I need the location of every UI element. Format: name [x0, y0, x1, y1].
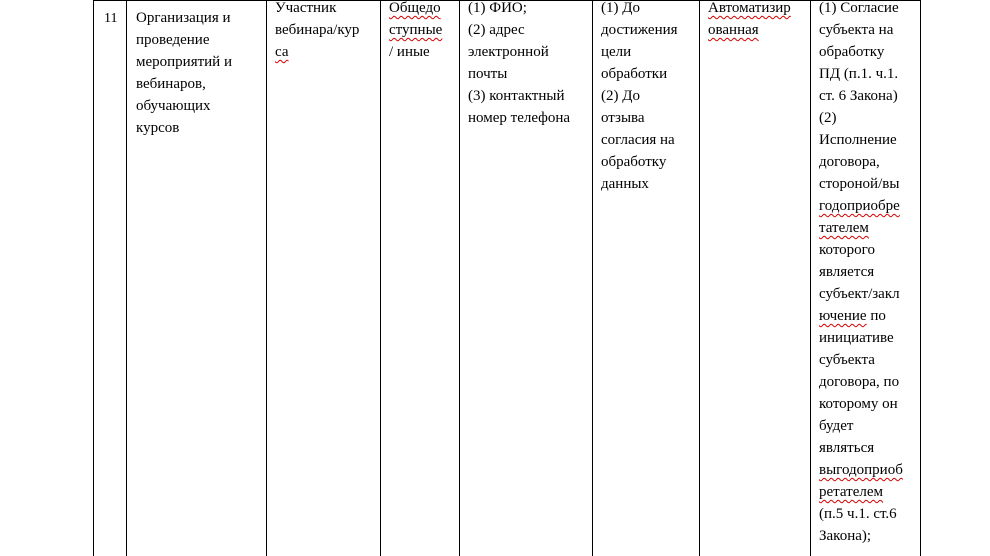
cell-text: Исполнение	[819, 132, 897, 148]
cell-line	[819, 41, 919, 63]
cell-line	[819, 327, 919, 349]
cell-line	[819, 0, 919, 19]
column-divider	[266, 0, 267, 556]
cell-line	[389, 0, 453, 19]
cell-line: вебинаров,	[136, 76, 206, 92]
cell-line: проведение	[136, 32, 210, 48]
cell-text: Автоматизир	[708, 0, 791, 16]
cell-line	[275, 19, 375, 41]
cell-line: (3) контактный	[468, 88, 565, 104]
column-divider	[699, 0, 700, 556]
cell-line: обработки	[601, 66, 668, 82]
cell-text: по	[870, 308, 886, 324]
cell-line	[819, 217, 919, 239]
cell-line: данных	[601, 176, 649, 192]
cell-text: являться	[819, 440, 875, 456]
cell-line	[389, 19, 453, 41]
cell-text: субъект/закл	[819, 286, 900, 302]
data-list-cell	[468, 0, 588, 129]
cell-text: ретателем	[819, 484, 884, 500]
column-divider	[459, 0, 460, 556]
cell-line: цели	[601, 44, 632, 60]
cell-line	[819, 503, 919, 525]
cell-line: почты	[468, 66, 508, 82]
cell-text: договора,	[819, 154, 880, 170]
cell-line: Организация и	[136, 10, 231, 26]
cell-line	[819, 459, 919, 481]
column-divider	[126, 0, 127, 556]
cell-text: выгодоприоб	[819, 462, 903, 478]
cell-text: (п.5 ч.1. ст.6	[819, 506, 897, 522]
column-divider	[592, 0, 593, 556]
cell-text: ступные	[389, 22, 443, 38]
cell-line	[819, 261, 919, 283]
purpose-cell	[136, 7, 261, 139]
table-border-right	[920, 0, 921, 556]
cell-line: отзыва	[601, 110, 645, 126]
column-divider	[810, 0, 811, 556]
cell-line: курсов	[136, 120, 180, 136]
cell-line: (1) ФИО;	[468, 0, 527, 16]
cell-text: субъекта	[819, 352, 875, 368]
cell-line	[819, 129, 919, 151]
subjects-cell	[275, 0, 375, 63]
cell-text: обработку	[819, 44, 885, 60]
cell-line	[275, 0, 375, 19]
cell-text: годоприобре	[819, 198, 900, 214]
cell-line	[819, 239, 919, 261]
row-number-cell: 11	[104, 11, 118, 26]
terms-cell	[601, 0, 691, 195]
cell-text: субъекта на	[819, 22, 894, 38]
cell-line	[819, 481, 919, 503]
cell-text: Общедо	[389, 0, 441, 16]
cell-text: является	[819, 264, 875, 280]
cell-line: (2) адрес	[468, 22, 525, 38]
cell-line	[389, 41, 453, 63]
cell-text: тателем	[819, 220, 869, 236]
table-border-left	[93, 0, 94, 556]
cell-line	[819, 437, 919, 459]
cell-line	[708, 0, 804, 19]
cell-text: Участник	[275, 0, 337, 16]
cell-text: ованная	[708, 22, 759, 38]
cell-line	[819, 349, 919, 371]
cell-text: будет	[819, 418, 854, 434]
cell-text: (2)	[819, 110, 837, 126]
cell-line	[819, 107, 919, 129]
cell-line: (2) До	[601, 88, 640, 104]
cell-text: стороной/вы	[819, 176, 900, 192]
cell-line	[819, 305, 919, 327]
cell-line	[819, 415, 919, 437]
cell-text: са	[275, 44, 289, 60]
cell-line	[819, 371, 919, 393]
cell-text: вебинара/кур	[275, 22, 360, 38]
cell-line	[819, 19, 919, 41]
cell-line	[819, 195, 919, 217]
cell-line	[819, 85, 919, 107]
cell-line: мероприятий и	[136, 54, 232, 70]
category-cell	[389, 0, 453, 63]
cell-line: (1) До	[601, 0, 640, 16]
legal-basis-cell	[819, 0, 919, 547]
cell-text: которого	[819, 242, 875, 258]
cell-text: договора, по	[819, 374, 900, 390]
cell-line	[819, 63, 919, 85]
method-cell	[708, 0, 804, 41]
cell-text: ПД (п.1. ч.1.	[819, 66, 899, 82]
cell-text: которому он	[819, 396, 898, 412]
cell-line: номер телефона	[468, 110, 571, 126]
cell-line: электронной	[468, 44, 549, 60]
cell-line: обучающих	[136, 98, 211, 114]
cell-line	[819, 151, 919, 173]
cell-text: ст. 6 Закона)	[819, 88, 898, 104]
cell-text: / иные	[389, 44, 430, 60]
cell-line: достижения	[601, 22, 678, 38]
cell-line	[819, 283, 919, 305]
cell-line	[708, 19, 804, 41]
cell-line	[819, 173, 919, 195]
cell-text: (1) Согласие	[819, 0, 899, 16]
cell-line: обработку	[601, 154, 667, 170]
cell-line	[275, 41, 375, 63]
column-divider	[380, 0, 381, 556]
cell-line: согласия на	[601, 132, 675, 148]
cell-text: ючение	[819, 308, 867, 324]
cell-text: Закона);	[819, 528, 872, 544]
cell-line	[819, 525, 919, 547]
cell-line	[819, 393, 919, 415]
cell-text: инициативе	[819, 330, 894, 346]
